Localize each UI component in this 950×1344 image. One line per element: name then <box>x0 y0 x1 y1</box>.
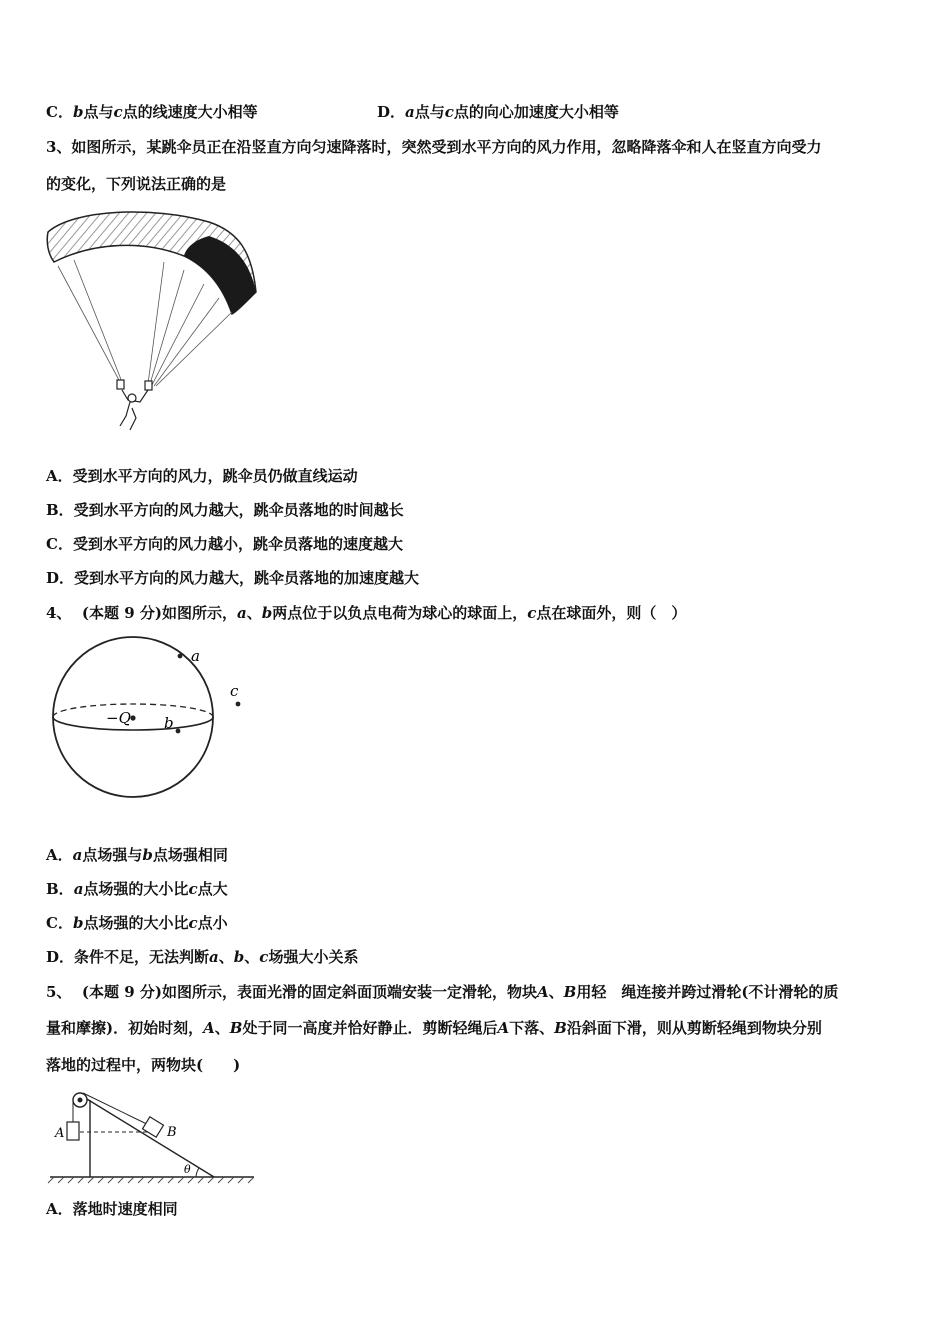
sphere-label-b: b <box>164 714 174 732</box>
q4-option-a: A．a点场强与b点场强相同 <box>46 846 228 864</box>
q3-option-d: D．受到水平方向的风力越大，跳伞员落地的加速度越大 <box>46 569 420 587</box>
incline-label-a: A <box>55 1126 65 1141</box>
q4-option-d: D．条件不足，无法判断a、b、c场强大小关系 <box>46 948 359 966</box>
q5-option-a: A．落地时速度相同 <box>46 1200 178 1218</box>
q3-stem-line2: 的变化，下列说法正确的是 <box>46 175 227 193</box>
q3-option-c: C．受到水平方向的风力越小，跳伞员落地的速度越大 <box>46 535 403 553</box>
incline-pulley-figure <box>44 1088 258 1184</box>
q4-stem: 4、 (本题 9 分)如图所示，a、b两点位于以负点电荷为球心的球面上，c点在球面外，则（ ） <box>46 604 687 622</box>
q5-stem-line1: 5、 (本题 9 分)如图所示，表面光滑的固定斜面顶端安装一定滑轮，物块A、B用轻 绳连接并跨过滑轮(不计滑轮的质 <box>46 983 839 1001</box>
q4-option-b: B．a点场强的大小比c点大 <box>46 880 228 898</box>
q3-stem-line1: 3、如图所示，某跳伞员正在沿竖直方向匀速降落时，突然受到水平方向的风力作用，忽略降落伞和人在竖直方向受力 <box>46 138 822 156</box>
incline-label-theta: θ <box>184 1163 191 1176</box>
q4-option-c: C．b点场强的大小比c点小 <box>46 914 228 932</box>
sphere-label-c: c <box>230 682 239 700</box>
sphere-charge-figure <box>44 636 264 816</box>
q5-stem-line2: 量和摩擦)．初始时刻，A、B处于同一高度并恰好静止．剪断轻绳后A下落、B沿斜面下滑，则从剪断轻绳到物块分别 <box>46 1019 822 1037</box>
q5-stem-line3: 落地的过程中，两物块( ) <box>46 1056 241 1074</box>
q3-option-b: B．受到水平方向的风力越大，跳伞员落地的时间越长 <box>46 501 404 519</box>
sphere-label-q: −Q <box>106 709 131 727</box>
incline-label-b: B <box>167 1125 177 1140</box>
q3-option-a: A．受到水平方向的风力，跳伞员仍做直线运动 <box>46 467 358 485</box>
q2-option-d: D．a点与c点的向心加速度大小相等 <box>377 103 619 121</box>
paraglider-figure <box>44 204 260 434</box>
q2-option-c: C．b点与c点的线速度大小相等 <box>46 103 258 121</box>
sphere-label-a: a <box>191 647 200 665</box>
